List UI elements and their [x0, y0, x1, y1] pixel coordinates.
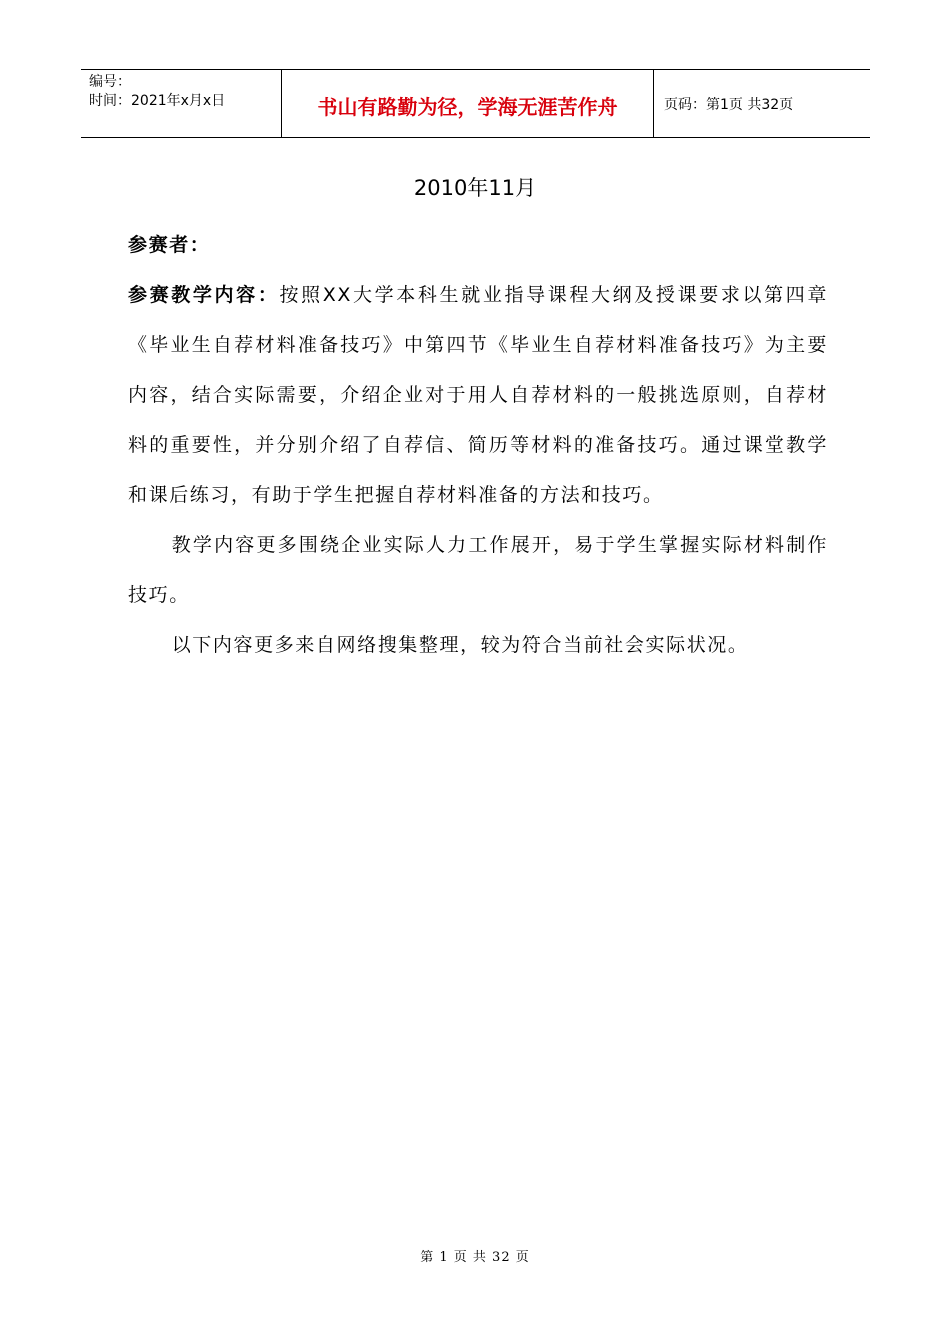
teaching-text: 按照XX大学本科生就业指导课程大纲及授课要求以第四章《毕业生自荐材料准备技巧》中第四节《毕业生自荐材料准备技巧》为主要内容，结合实际需要，介绍企业对于用人自荐材料的一般挑选原则，自荐材料的重要性，并分别介绍了自荐信、简历等材料的准备技巧。通过课堂教学和课后练习，有助于学生把握自荐材料准备的方法和技巧。	[128, 284, 828, 506]
document-body	[128, 220, 828, 670]
page-footer: 第 1 页 共 32 页	[420, 1250, 530, 1265]
participant-label: 参赛者：	[128, 234, 211, 256]
document-date: 2010年11月	[413, 176, 537, 200]
header-page-info: 页码：第1页 共32页	[664, 96, 794, 113]
teaching-label: 参赛教学内容：	[128, 284, 280, 306]
number-label: 编号：	[89, 74, 131, 90]
time-label: 时间：2021年x月x日	[89, 93, 226, 109]
document-header	[81, 69, 870, 138]
paragraph-2: 教学内容更多围绕企业实际人力工作展开，易于学生掌握实际材料制作技巧。	[128, 534, 828, 606]
teaching-paragraph	[128, 270, 828, 520]
header-motto: 书山有路勤为径，学海无涯苦作舟	[282, 70, 654, 137]
paragraph-3: 以下内容更多来自网络搜集整理，较为符合当前社会实际状况。	[171, 634, 749, 656]
header-meta-cell	[81, 70, 282, 137]
